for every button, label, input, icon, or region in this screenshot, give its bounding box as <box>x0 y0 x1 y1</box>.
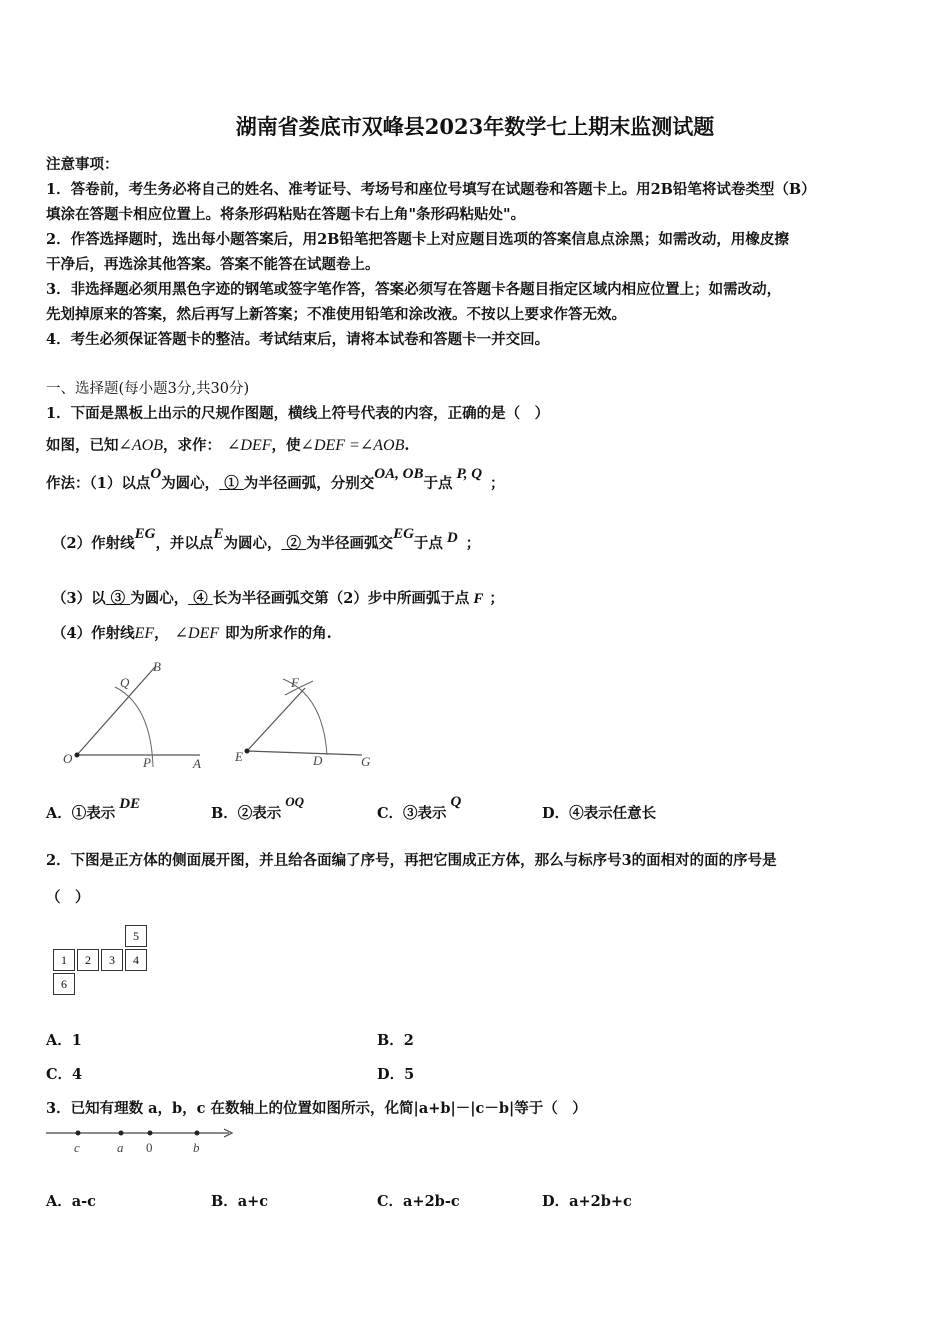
notice-line: 干净后，再选涂其他答案。答案不能答在试题卷上。 <box>46 256 380 273</box>
question-1-given: 如图，已知∠AOB，求作： ∠DEF，使∠DEF =∠AOB. <box>46 437 410 454</box>
question-2-stem-cont: （ ） <box>46 889 90 906</box>
option-b[interactable]: B．a+c <box>211 1193 269 1210</box>
notice-line: 4．考生必须保证答题卡的整洁。考试结束后，请将本试卷和答题卡一并交回。 <box>46 331 550 348</box>
option-d[interactable]: D．④表示任意长 <box>542 805 657 822</box>
option-d[interactable]: D．5 <box>377 1066 415 1083</box>
question-1-stem: 1．下面是黑板上出示的尺规作图题，横线上符号代表的内容，正确的是（ ） <box>46 405 550 422</box>
question-3-stem: 3．已知有理数 a，b，c 在数轴上的位置如图所示，化简|a+b|－|c－b|等于（ ） <box>46 1100 587 1117</box>
notice-line: 填涂在答题卡相应位置上。将条形码粘贴在答题卡右上角"条形码粘贴处"。 <box>46 206 526 223</box>
cube-net <box>53 925 153 997</box>
axis-label-a: a <box>117 1140 124 1155</box>
option-b[interactable]: B．2 <box>377 1032 414 1049</box>
question-1-step-2: （2）作射线EG，并以点E为圆心， ② 为半径画弧交EG于点 D ； <box>52 526 481 552</box>
notice-line: 1．答卷前，考生务必将自己的姓名、准考证号、考场号和座位号填写在试题卷和答题卡上。用2B铅笔将试卷类型（B） <box>46 181 816 198</box>
page-title: 湖南省娄底市双峰县2023年数学七上期末监测试题 <box>235 114 715 139</box>
option-c[interactable]: C．4 <box>46 1066 83 1083</box>
number-line <box>44 1122 244 1158</box>
question-1-step-3: （3）以 ③ 为圆心， ④ 长为半径画弧交第（2）步中所画弧于点 F ； <box>52 590 504 607</box>
construction-figure <box>55 655 395 775</box>
label-E: E <box>235 749 243 764</box>
question-1-step-1: 作法：（1）以点O为圆心， ① 为半径画弧，分别交OA, OB于点P, Q； <box>46 466 505 492</box>
option-b[interactable]: B．②表示OQ <box>211 794 305 822</box>
axis-label-b: b <box>193 1140 200 1155</box>
section-heading: 一、选择题(每小题3分,共30分) <box>46 381 250 397</box>
notice-line: 先划掉原来的答案，然后再写上新答案；不准使用铅笔和涂改液。不按以上要求作答无效。 <box>46 306 626 323</box>
option-d[interactable]: D．a+2b+c <box>542 1193 632 1210</box>
cube-face: 6 <box>53 973 75 995</box>
angle-def-figure <box>234 675 371 769</box>
cube-face: 5 <box>125 925 147 947</box>
axis-label-0: 0 <box>146 1140 153 1155</box>
option-a[interactable]: A．1 <box>46 1032 82 1049</box>
label-Q: Q <box>120 675 130 690</box>
label-G: G <box>361 754 371 769</box>
notice-heading: 注意事项： <box>46 156 119 173</box>
cube-face: 1 <box>53 949 75 971</box>
axis-label-c: c <box>74 1140 80 1155</box>
question-2-stem: 2．下图是正方体的侧面展开图，并且给各面编了序号，再把它围成正方体，那么与标序号3的面相对的面的序号是 <box>46 852 777 869</box>
label-D: D <box>313 753 323 768</box>
question-1-step-4: （4）作射线EF， ∠DEF 即为所求作的角. <box>52 625 332 642</box>
cube-face: 4 <box>125 949 147 971</box>
angle-aob-figure <box>63 659 201 771</box>
label-B: B <box>153 659 161 674</box>
cube-face: 3 <box>101 949 123 971</box>
option-a[interactable]: A．a-c <box>46 1193 96 1210</box>
label-F: F <box>291 675 299 690</box>
option-a[interactable]: A．①表示DE <box>46 796 141 822</box>
label-O: O <box>63 751 73 766</box>
notice-line: 2．作答选择题时，选出每小题答案后，用2B铅笔把答题卡上对应题目选项的答案信息点涂黑；如需改动，用橡皮擦 <box>46 231 789 248</box>
option-c[interactable]: C．③表示Q <box>377 794 462 822</box>
option-c[interactable]: C．a+2b-c <box>377 1193 460 1210</box>
cube-face: 2 <box>77 949 99 971</box>
label-P: P <box>143 755 151 770</box>
label-A: A <box>193 756 201 771</box>
notice-line: 3．非选择题必须用黑色字迹的钢笔或签字笔作答，答案必须写在答题卡各题目指定区域内相应位置上；如需改动， <box>46 281 782 298</box>
